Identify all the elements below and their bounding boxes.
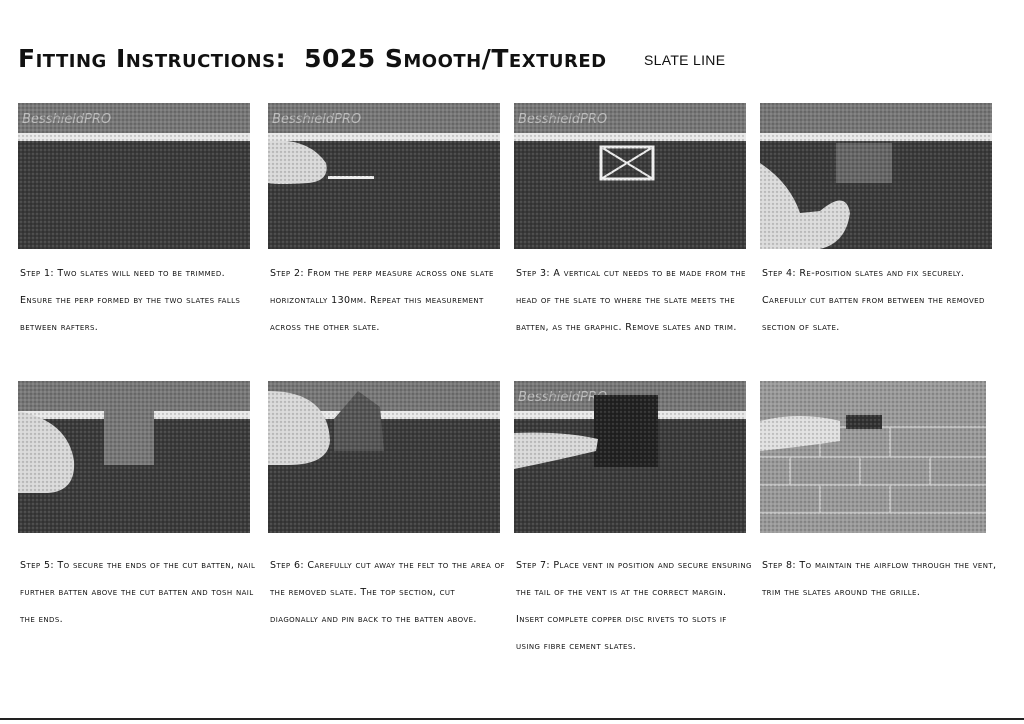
step-4-photo [760,103,992,249]
step-3-text: Step 3: A vertical cut needs to be made from the head of the slate to where the slate meets the batten, as the graphic. Remove slates and trim. [516,268,746,333]
step-4-text: Step 4: Re-position slates and fix securely. Carefully cut batten from between the removed section of slate. [762,268,985,333]
step-7-photo [514,381,746,533]
page-title [18,44,607,73]
step-8-text: Step 8: To maintain the airflow through the vent, trim the slates around the grille. [762,560,997,598]
step-6-photo [268,381,500,533]
step-1-text: Step 1: Two slates will need to be trimmed. Ensure the perp formed by the two slates falls between rafters. [20,268,241,333]
bottom-rule [0,718,1024,720]
title-label: Fitting Instructions: [18,44,287,73]
product-line: SLATE LINE [644,52,726,68]
step-6-text: Step 6: Carefully cut away the felt to the area of the removed slate. The top section, cut diagonally and pin back to the batten above. [270,560,505,625]
step-5-photo [18,381,250,533]
step-3-photo [514,103,746,249]
step-2-text: Step 2: From the perp measure across one slate horizontally 130mm. Repeat this measurement across the other slate. [270,268,494,333]
step-7-text: Step 7: Place vent in position and secure ensuring the tail of the vent is at the correct margin. Insert complete copper disc rivets to slots if using fibre cement slates. [516,560,752,652]
step-2-photo [268,103,500,249]
step-8-photo [760,381,986,533]
step-1-photo [18,103,250,249]
step-5-text: Step 5: To secure the ends of the cut batten, nail further batten above the cut batten and tosh nail the ends. [20,560,256,625]
product-model: 5025 Smooth/Textured [304,44,607,73]
